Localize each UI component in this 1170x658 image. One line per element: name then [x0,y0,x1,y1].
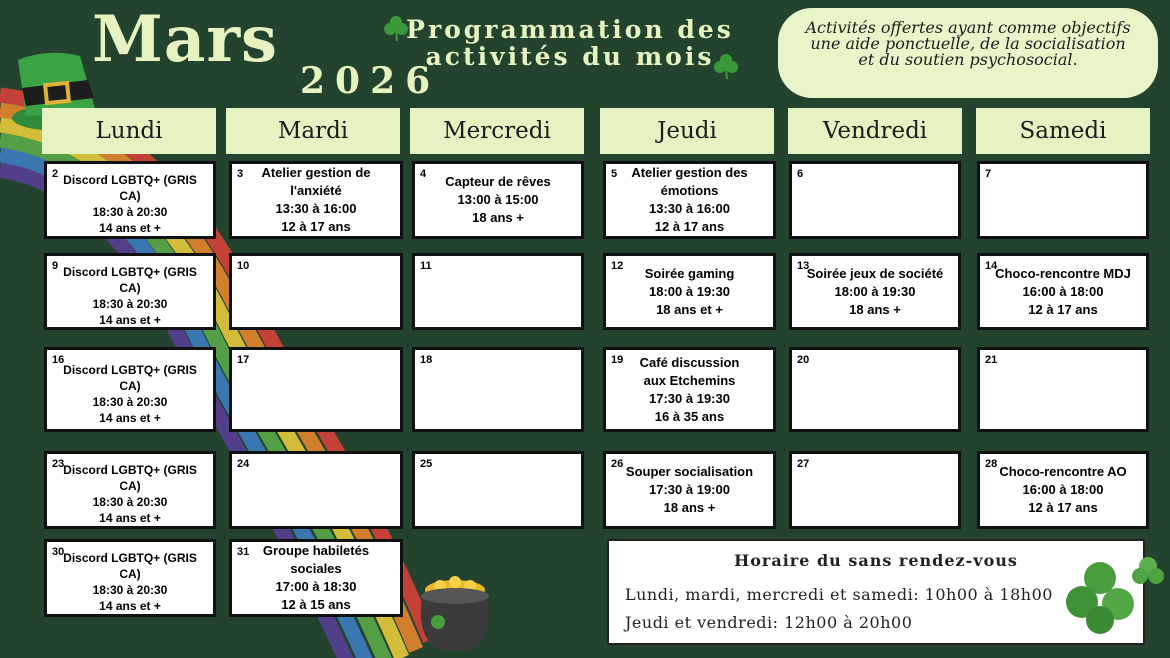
subtitle-line-2: activités du mois [425,42,715,71]
day-number: 21 [985,354,998,366]
day-number: 7 [985,168,992,180]
schedule-title: Horaire du sans rendez-vous [734,551,1018,570]
schedule-line-2: Jeudi et vendredi: 12h00 à 20h00 [625,613,913,632]
day-cell[interactable] [44,253,216,330]
day-cell[interactable] [44,347,216,432]
day-number: 31 [237,546,250,558]
info-description: Activités offertes ayant comme objectifs une aide ponctuelle, de la socialisation et du soutien psychosocial. [778,8,1158,98]
day-number: 12 [611,260,624,272]
day-header-jeudi: Jeudi [600,108,774,154]
day-cell[interactable] [44,451,216,529]
day-cell[interactable] [229,161,403,239]
day-cell[interactable] [977,161,1149,239]
day-number: 30 [52,546,65,558]
event-line: 18 ans + [472,210,524,225]
event-line: 14 ans et + [99,312,161,327]
event-details [47,454,213,526]
day-cell[interactable] [603,451,776,529]
day-number: 5 [611,168,618,180]
day-header-samedi: Samedi [976,108,1150,154]
day-cell[interactable] [229,253,403,330]
day-number: 18 [420,354,433,366]
event-title: Café discussion [639,354,740,370]
event-line: 14 ans et + [99,511,161,525]
day-cell[interactable] [44,161,216,239]
shamrock-icon [1060,548,1165,643]
event-details [792,256,958,327]
event-details [47,256,213,327]
event-details [980,454,1146,526]
event-line: 18:30 à 20:30 [92,583,168,597]
event-title: Discord LGBTQ+ (GRIS CA) [63,463,197,493]
event-line: aux Etchemins [643,372,736,388]
event-title: Groupe habiletés [262,543,370,558]
day-number: 10 [237,260,250,272]
page-subtitle [405,16,735,70]
event-title: Discord LGBTQ+ (GRIS CA) [63,264,197,295]
event-line: 14 ans et + [99,599,161,613]
event-line: 16 à 35 ans [654,408,725,424]
event-line: 18:30 à 20:30 [92,495,168,509]
event-line: 17:30 à 19:00 [649,482,730,497]
event-line: 18 ans et + [656,301,723,317]
day-header-vendredi: Vendredi [788,108,962,154]
day-number: 28 [985,458,998,470]
event-title: Discord LGBTQ+ (GRIS CA) [63,362,197,393]
event-details [415,164,581,236]
day-number: 26 [611,458,624,470]
day-cell[interactable] [229,539,403,617]
day-header-mardi: Mardi [226,108,400,154]
day-cell[interactable] [603,347,776,432]
day-cell[interactable] [44,539,216,617]
event-details [232,542,400,614]
event-line: 18:00 à 19:30 [834,283,916,299]
day-cell[interactable] [412,253,584,330]
day-number: 14 [985,260,998,272]
event-line: l'anxiété [290,183,342,198]
day-number: 6 [797,168,804,180]
day-number: 17 [237,354,250,366]
day-cell[interactable] [977,253,1149,330]
event-line: 13:30 à 16:00 [275,201,357,216]
event-line: 12 à 17 ans [1028,500,1098,515]
shamrock-icon [712,52,740,80]
day-number: 25 [420,458,433,470]
event-line: émotions [660,183,719,198]
day-number: 9 [52,260,59,272]
event-details [47,542,213,614]
day-number: 13 [797,260,810,272]
event-title: Atelier gestion de [261,165,371,180]
day-number: 20 [797,354,810,366]
event-line: 12 à 15 ans [281,597,351,612]
day-header-mercredi: Mercredi [410,108,584,154]
event-line: 12 à 17 ans [1028,301,1098,317]
event-line: 13:30 à 16:00 [649,201,730,216]
event-details [606,164,773,236]
day-number: 4 [420,168,427,180]
event-line: sociales [290,561,342,576]
pot-of-gold-icon [410,572,500,656]
event-line: 18:00 à 19:30 [649,283,730,299]
event-title: Capteur de rêves [445,174,551,189]
day-cell[interactable] [412,451,584,529]
event-title: Discord LGBTQ+ (GRIS CA) [63,551,197,581]
day-number: 16 [52,354,65,366]
event-line: 18 ans + [849,301,901,317]
event-title: Soirée gaming [644,265,735,281]
event-line: 18 ans + [663,500,716,515]
schedule-line-1: Lundi, mardi, mercredi et samedi: 10h00 à 18h00 [625,585,1053,604]
day-number: 19 [611,354,624,366]
day-cell[interactable] [789,253,961,330]
event-details [606,256,773,327]
event-line: 16:00 à 18:00 [1022,482,1104,497]
day-cell[interactable] [229,451,403,529]
day-number: 24 [237,458,250,470]
day-cell[interactable] [977,451,1149,529]
day-cell[interactable] [789,347,961,432]
day-cell[interactable] [412,161,584,239]
event-line: 18:30 à 20:30 [92,296,168,311]
day-cell[interactable] [789,451,961,529]
event-line: 17:00 à 18:30 [275,579,357,594]
event-line: 14 ans et + [99,221,161,235]
event-details [232,164,400,236]
day-cell[interactable] [229,347,403,432]
event-title: Atelier gestion des [631,165,748,180]
event-line: 12 à 17 ans [654,219,725,234]
event-line: 14 ans et + [99,410,161,425]
day-number: 11 [420,260,432,272]
day-cell[interactable] [412,347,584,432]
event-title: Souper socialisation [625,464,754,479]
day-cell[interactable] [977,347,1149,432]
event-title: Soirée jeux de société [806,265,944,281]
event-line: 16:00 à 18:00 [1022,283,1104,299]
day-number: 23 [52,458,65,470]
event-line: 12 à 17 ans [281,219,351,234]
day-cell[interactable] [603,253,776,330]
day-header-lundi: Lundi [42,108,216,154]
event-details [606,350,773,429]
year-title: 2026 [300,60,441,102]
event-details [47,350,213,429]
event-title: Choco-rencontre AO [999,464,1127,479]
day-cell[interactable] [603,161,776,239]
event-title: Choco-rencontre MDJ [995,265,1131,281]
event-details [980,256,1146,327]
event-details [47,164,213,236]
day-number: 27 [797,458,810,470]
day-number: 2 [52,168,59,180]
event-line: 18:30 à 20:30 [92,394,168,409]
event-line: 18:30 à 20:30 [92,205,168,219]
event-line: 13:00 à 15:00 [457,192,539,207]
day-cell[interactable] [789,161,961,239]
month-title: Mars [92,2,279,77]
event-details [606,454,773,526]
event-line: 17:30 à 19:30 [649,390,730,406]
event-title: Discord LGBTQ+ (GRIS CA) [63,173,197,203]
subtitle-line-1: Programmation des [406,15,734,44]
day-number: 3 [237,168,244,180]
